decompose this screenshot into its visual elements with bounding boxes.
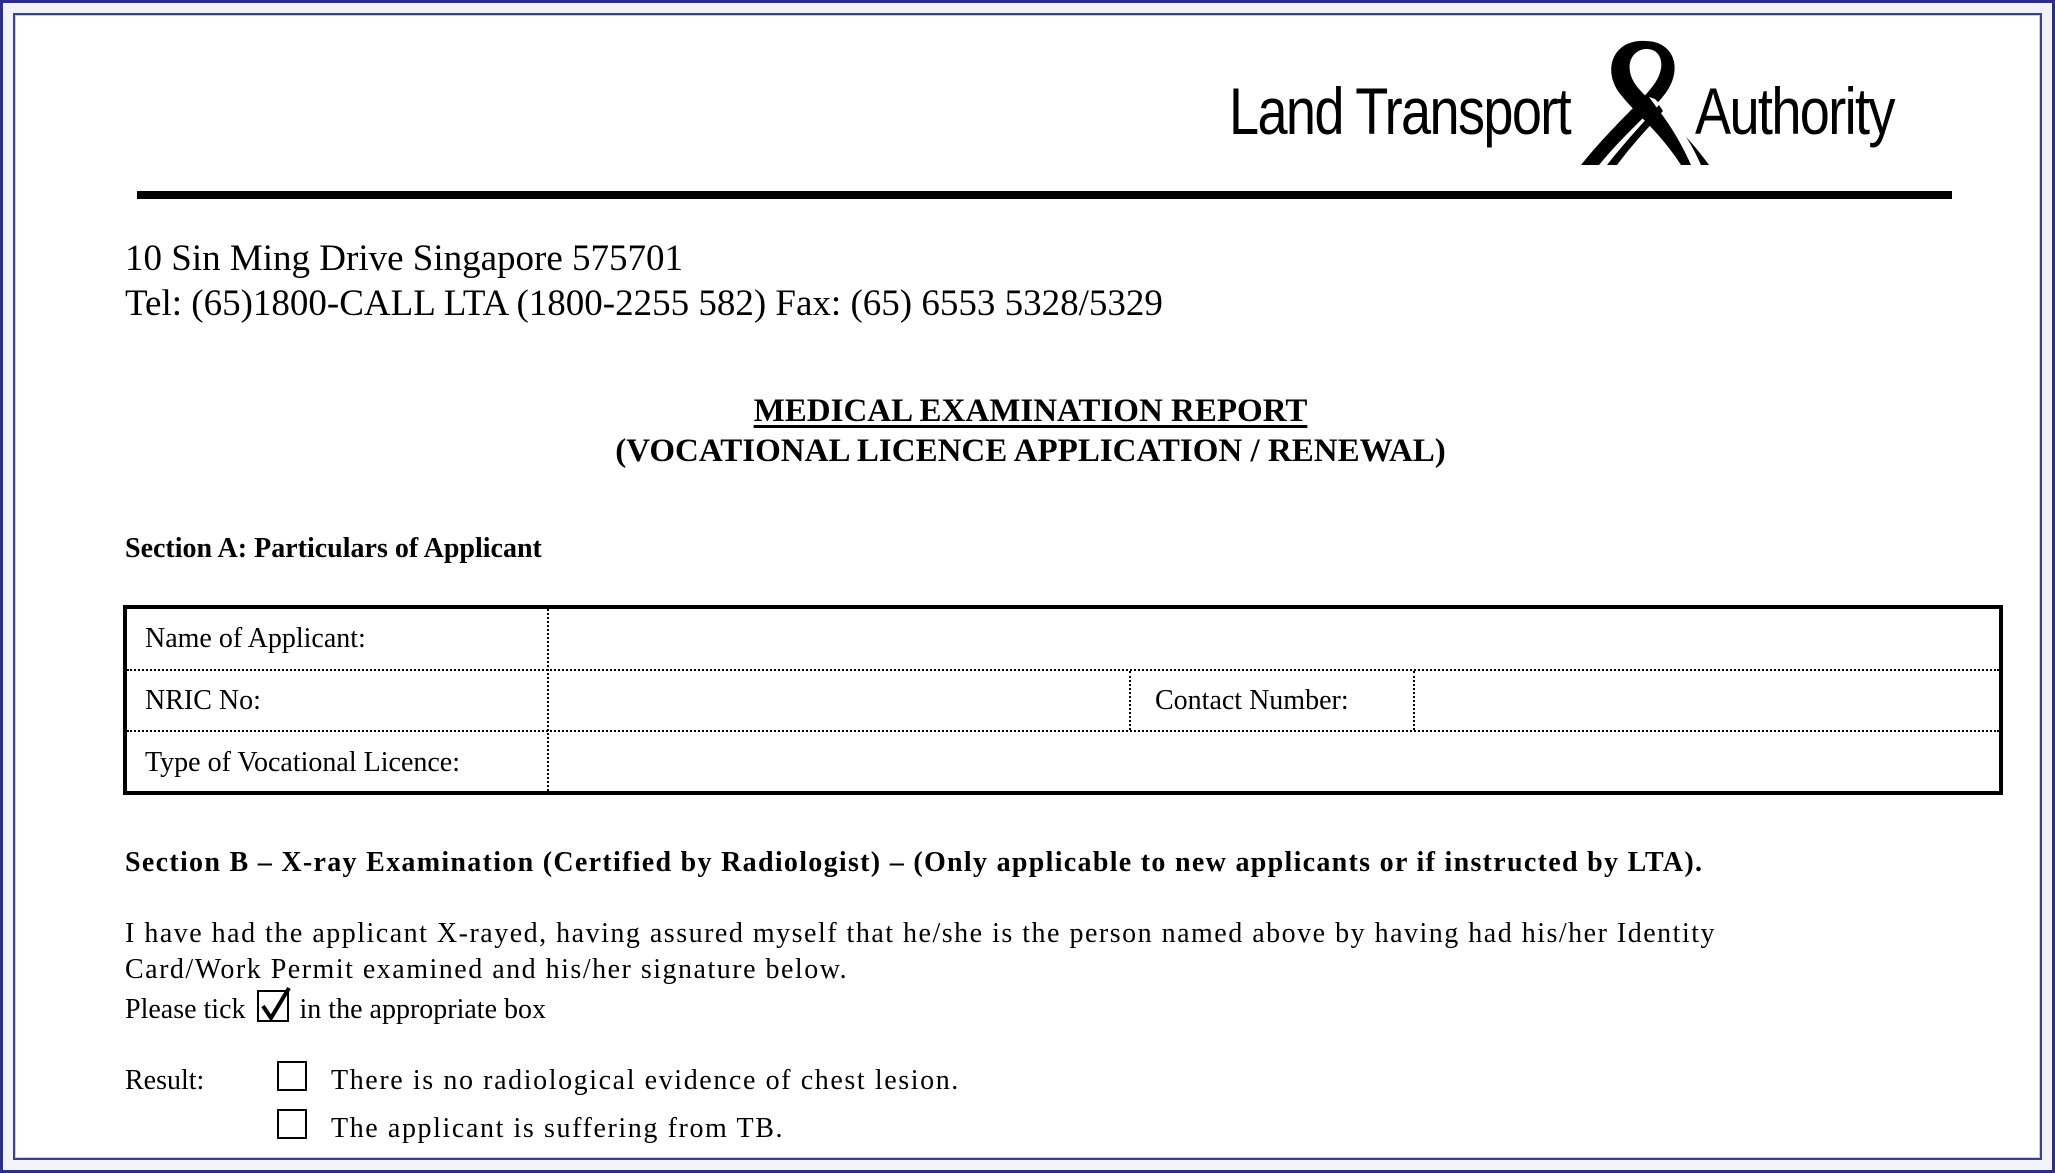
tick-instruction-prefix: Please tick <box>125 994 246 1025</box>
contact-number-label: Contact Number: <box>1155 685 1349 716</box>
logo-text-left: Land Transport <box>1229 74 1571 148</box>
tick-instruction-suffix: in the appropriate box <box>299 994 547 1025</box>
table-row-divider <box>127 669 1999 671</box>
lta-logo <box>1215 33 1965 173</box>
declaration-text-line-2: Card/Work Permit examined and his/her signature below. <box>125 954 849 985</box>
form-title: MEDICAL EXAMINATION REPORT <box>753 393 1308 429</box>
section-a-heading: Section A: Particulars of Applicant <box>125 533 542 564</box>
no-chest-lesion-option: There is no radiological evidence of chest lesion. <box>331 1065 960 1096</box>
table-column-divider <box>1413 671 1415 730</box>
name-of-applicant-label: Name of Applicant: <box>145 623 366 654</box>
document-page-border <box>13 13 2042 1160</box>
table-column-divider <box>547 609 549 791</box>
logo-text-right: Authority <box>1695 74 1894 148</box>
suffering-tb-option: The applicant is suffering from TB. <box>331 1113 785 1144</box>
document-page <box>15 15 2042 1160</box>
header-divider <box>137 191 1952 199</box>
table-row-divider <box>127 730 1999 732</box>
vocational-licence-field[interactable] <box>567 745 1987 785</box>
nric-label: NRIC No: <box>145 685 261 716</box>
vocational-licence-label: Type of Vocational Licence: <box>145 747 460 778</box>
form-subtitle: (VOCATIONAL LICENCE APPLICATION / RENEWAL) <box>615 433 1446 469</box>
suffering-tb-checkbox[interactable] <box>277 1109 307 1139</box>
address-line: 10 Sin Ming Drive Singapore 575701 <box>125 238 684 279</box>
applicant-particulars-table <box>123 605 2003 795</box>
contact-number-field[interactable] <box>1431 683 1991 723</box>
declaration-text-line-1: I have had the applicant X-rayed, having assured myself that he/she is the person named above by having had his/her Identity <box>125 918 1717 949</box>
name-of-applicant-field[interactable] <box>567 623 1987 663</box>
table-column-divider <box>1129 671 1131 730</box>
checkmark-example-icon <box>257 990 289 1022</box>
result-label: Result: <box>125 1065 205 1096</box>
tick-instruction <box>125 990 546 1026</box>
contact-line: Tel: (65)1800-CALL LTA (1800-2255 582) Fax: (65) 6553 5328/5329 <box>125 283 1163 324</box>
section-b-heading: Section B – X-ray Examination (Certified by Radiologist) – (Only applicable to new applicants or if instructed by LTA). <box>125 847 1704 878</box>
no-chest-lesion-checkbox[interactable] <box>277 1061 307 1091</box>
nric-field[interactable] <box>567 683 1117 723</box>
